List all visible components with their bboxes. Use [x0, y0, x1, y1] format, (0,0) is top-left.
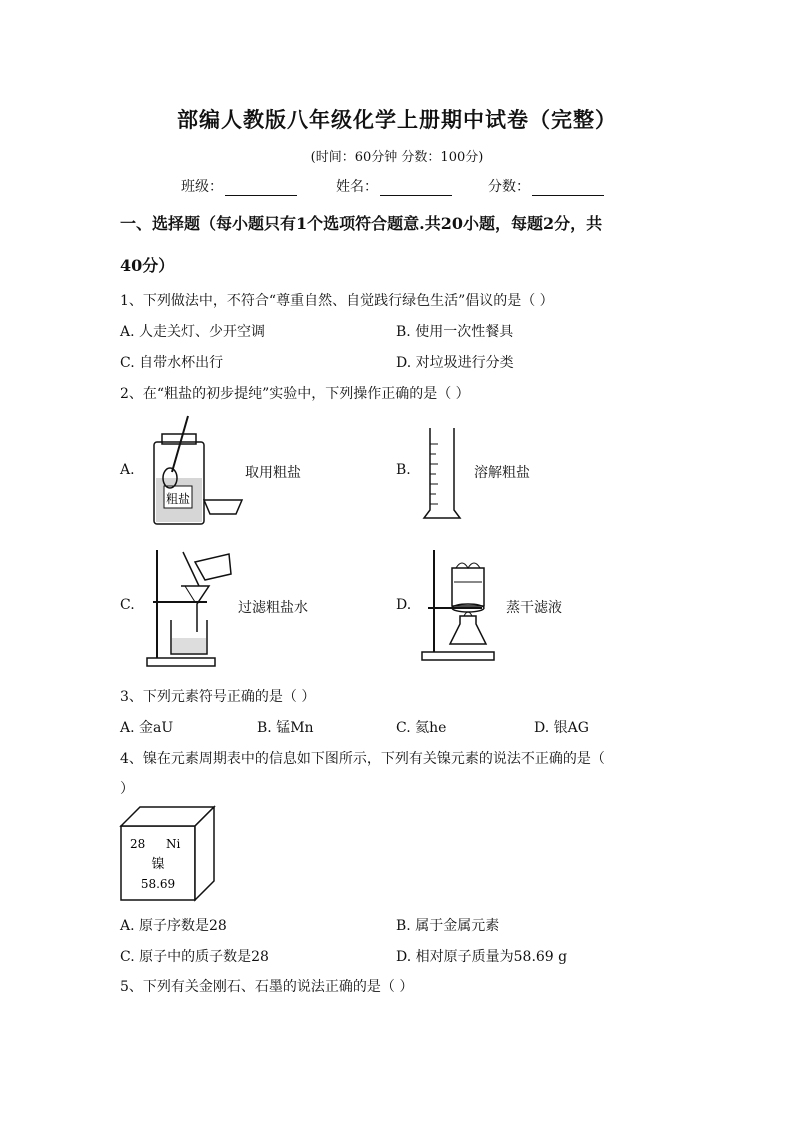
question-2-stem: 2、在“粗盐的初步提纯”实验中，下列操作正确的是（ ） [120, 386, 470, 402]
question-4-stem-line1: 4、镍在元素周期表中的信息如下图所示，下列有关镍元素的说法不正确的是（ [120, 751, 605, 767]
question-1-stem: 1、下列做法中，不符合“尊重自然、自觉践行绿色生活”倡议的是（ ） [120, 293, 554, 309]
q3-option-a: A. 金aU [120, 720, 174, 736]
q3-option-b: B. 锰Mn [257, 720, 314, 736]
score-label: 分数： [488, 179, 530, 195]
element-symbol: Ni [166, 837, 181, 851]
question-5-stem: 5、下列有关金刚石、石墨的说法正确的是（ ） [120, 979, 414, 995]
name-blank [380, 180, 452, 196]
graduated-cylinder-icon [420, 424, 468, 520]
name-field [336, 176, 452, 196]
reagent-bottle-spoon-icon [138, 416, 250, 528]
element-number: 28 [130, 837, 146, 851]
q2-option-a-caption: 取用粗盐 [245, 465, 301, 481]
q2-option-c-caption: 过滤粗盐水 [238, 600, 308, 616]
q2-option-a-letter: A. [120, 462, 135, 478]
q2-option-d-caption: 蒸干滤液 [506, 600, 562, 616]
section-heading-line1: 一、选择题（每小题只有1个选项符合题意.共20小题，每题2分，共 [120, 214, 603, 233]
q4-option-a: A. 原子序数是28 [120, 918, 227, 934]
q3-option-d: D. 银AG [534, 720, 589, 736]
q2-option-d-letter: D. [396, 597, 412, 613]
score-blank [532, 180, 604, 196]
bottle-label: 粗盐 [165, 492, 191, 506]
name-label: 姓名： [336, 179, 378, 195]
element-mass: 58.69 [140, 877, 176, 891]
filtration-apparatus-icon [145, 546, 237, 670]
section-heading-line2: 40分） [120, 256, 175, 275]
class-label: 班级： [181, 179, 223, 195]
q2-option-b-letter: B. [396, 462, 411, 478]
q1-option-c: C. 自带水杯出行 [120, 355, 224, 371]
exam-meta: (时间：60分钟 分数：100分) [310, 150, 484, 165]
question-3-stem: 3、下列元素符号正确的是（ ） [120, 689, 316, 705]
q1-option-a: A. 人走关灯、少开空调 [120, 324, 266, 340]
question-4-stem-line2: ） [120, 781, 134, 797]
q1-option-d: D. 对垃圾进行分类 [396, 355, 514, 371]
q4-option-d: D. 相对原子质量为58.69 g [396, 949, 568, 965]
page-title: 部编人教版八年级化学上册期中试卷（完整） [177, 107, 617, 132]
q2-option-b-caption: 溶解粗盐 [474, 465, 530, 481]
nickel-element-card-icon [120, 806, 216, 902]
q4-option-c: C. 原子中的质子数是28 [120, 949, 269, 965]
q4-option-b: B. 属于金属元素 [396, 918, 500, 934]
q1-option-b: B. 使用一次性餐具 [396, 324, 514, 340]
element-name: 镍 [151, 857, 165, 872]
class-blank [225, 180, 297, 196]
score-field [488, 176, 604, 196]
evaporation-apparatus-icon [420, 548, 504, 664]
q3-option-c: C. 氦he [396, 720, 447, 736]
q2-option-c-letter: C. [120, 597, 135, 613]
class-field [181, 176, 297, 196]
